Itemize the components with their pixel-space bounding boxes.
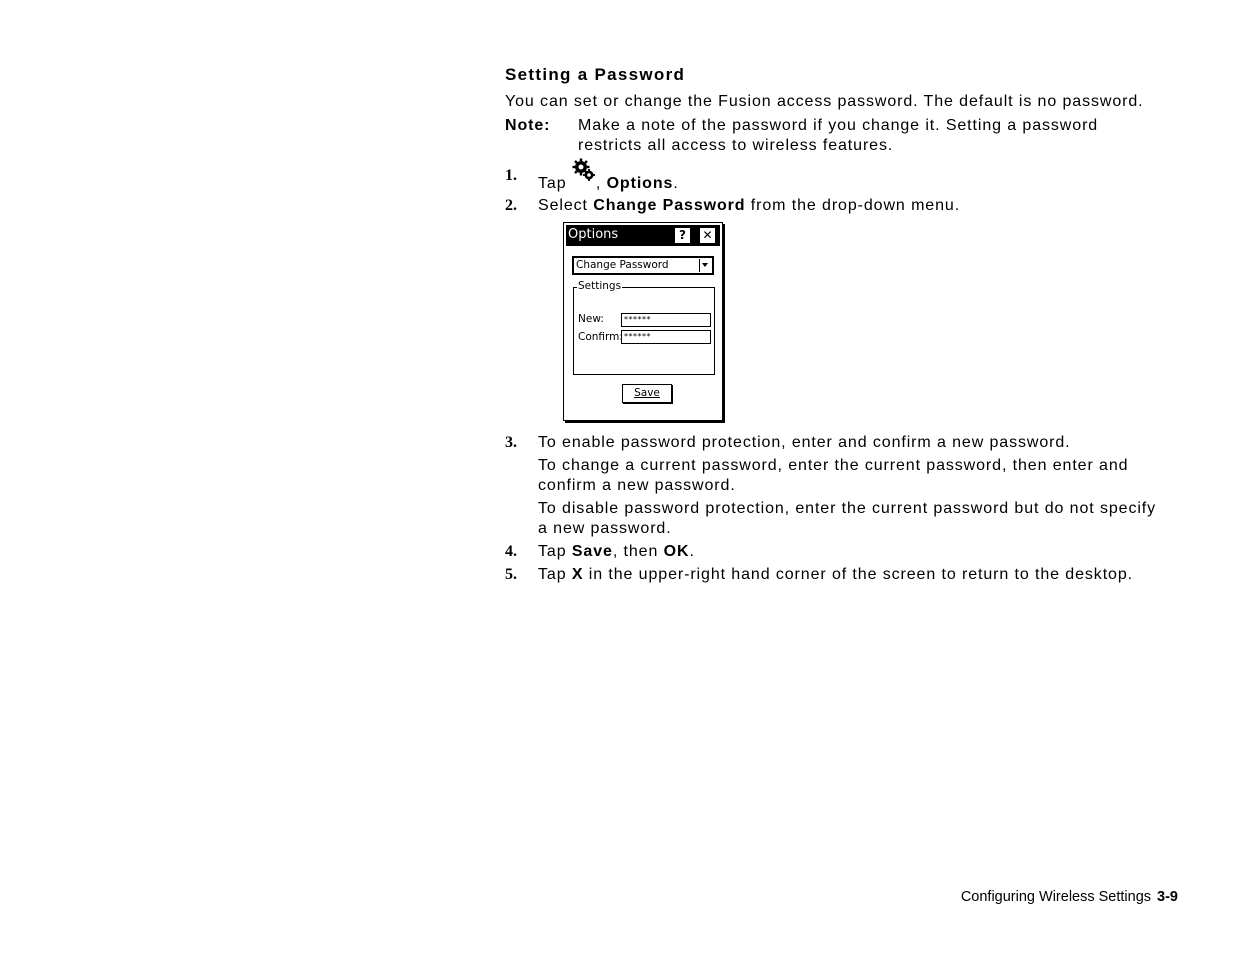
confirm-password-field[interactable]: ****** [621, 330, 711, 344]
page-content [505, 64, 1165, 585]
step-emphasis: OK [663, 543, 690, 560]
intro-paragraph: You can set or change the Fusion access password. The default is no password. [505, 93, 1144, 110]
step-3-disable-text: To disable password protection, enter the current password but do not specify a new password. [538, 500, 1157, 537]
step-emphasis: Change Password [593, 197, 746, 214]
step-5: 5. Tap X in the upper-right hand corner of the screen to return to the desktop. [505, 566, 1133, 583]
step-4: 4. Tap Save, then OK. [505, 543, 695, 560]
page-footer [961, 889, 1178, 905]
step-3 [505, 433, 1165, 453]
section-heading: Setting a Password [505, 65, 686, 84]
step-emphasis: X [571, 566, 584, 583]
step-number: 3. [505, 434, 517, 451]
step-number: 4. [505, 543, 517, 560]
settings-gear-icon [572, 158, 596, 182]
step-3-change-text: To change a current password, enter the current password, then enter and confirm a new password. [538, 457, 1129, 494]
footer-chapter: Configuring Wireless Settings [960, 889, 1152, 905]
note-label: Note: [505, 117, 551, 134]
help-button[interactable]: ? [674, 227, 691, 244]
dropdown-selected-value: Change Password [576, 259, 669, 271]
settings-group [573, 280, 715, 375]
step-emphasis: Options [606, 175, 674, 192]
new-password-field[interactable]: ****** [621, 313, 711, 327]
step-1: 1. Tap , Options. [505, 166, 1165, 194]
options-dialog [563, 222, 723, 421]
note-text: Make a note of the password if you change it. Setting a password restricts all access to wireless features. [578, 117, 1099, 154]
step-emphasis: Save [571, 543, 613, 560]
step-number: 2. [505, 197, 517, 214]
save-button-label: Save [634, 387, 660, 399]
page-number: 3-9 [1157, 889, 1178, 905]
step-number: 1. [505, 167, 517, 184]
options-dialog-screenshot [563, 222, 1165, 421]
chevron-down-icon[interactable] [699, 259, 711, 272]
confirm-password-label: Confirm: [578, 331, 623, 343]
options-dropdown[interactable] [572, 256, 714, 275]
settings-group-label: Settings [578, 280, 622, 292]
step-number: 5. [505, 566, 517, 583]
save-button[interactable] [622, 384, 672, 403]
new-password-label: New: [578, 313, 604, 325]
close-button[interactable]: ✕ [699, 227, 716, 244]
step-text: Tap [538, 175, 567, 192]
note-block [505, 116, 1165, 156]
step-2: 2. Select Change Password from the drop-down menu. [505, 197, 961, 214]
step-text: To enable password protection, enter and confirm a new password. [538, 434, 1071, 451]
dialog-title: Options [568, 227, 619, 242]
dialog-titlebar [566, 225, 720, 246]
